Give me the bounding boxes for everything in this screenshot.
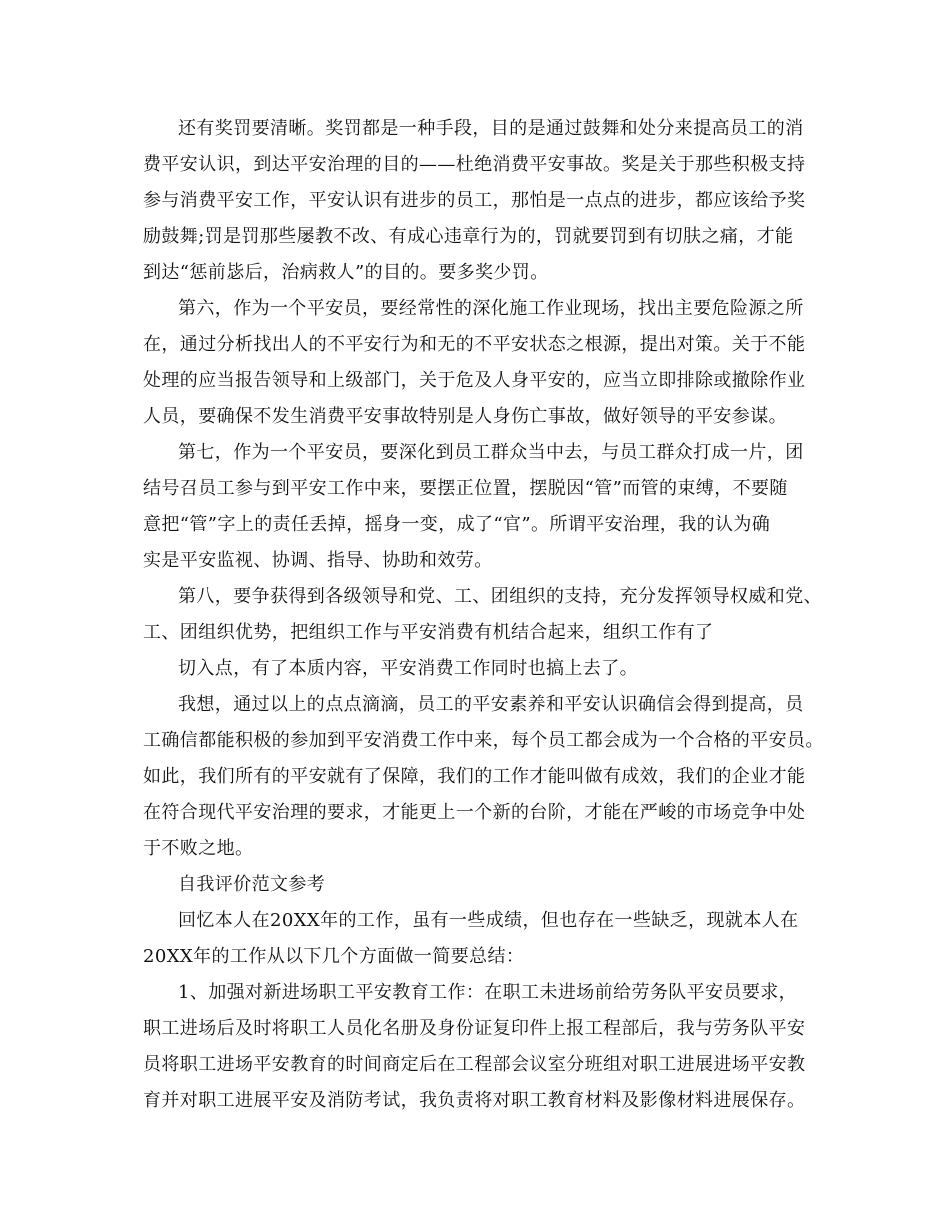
text-line: 20XX年的工作从以下几个方面做一简要总结： <box>143 946 525 967</box>
text-line: 在符合现代平安治理的要求，才能更上一个新的台阶，才能在严峻的市场竞争中处 <box>143 802 806 823</box>
text-line: 到达“惩前毖后，治病救人”的目的。要多奖少罚。 <box>143 262 549 283</box>
text-line: 人员，要确保不发生消费平安事故特别是人身伤亡事故，做好领导的平安参谋。 <box>143 406 787 427</box>
text-line: 员将职工进场平安教育的时间商定后在工程部会议室分班组对职工进展进场平安教 <box>143 1054 806 1075</box>
text-line: 费平安认识，到达平安治理的目的——杜绝消费平安事故。奖是关于那些积极支持 <box>143 154 806 175</box>
text-line: 于不败之地。 <box>143 838 254 859</box>
text-line: 育并对职工进展平安及消防考试，我负责将对职工教育材料及影像材料进展保存。 <box>143 1090 806 1111</box>
text-line: 如此，我们所有的平安就有了保障，我们的工作才能叫做有成效，我们的企业才能 <box>143 766 806 787</box>
text-line: 1、加强对新进场职工平安教育工作：在职工未进场前给劳务队平安员要求， <box>178 982 798 1003</box>
text-line: 在，通过分析找出人的不平安行为和无的不平安状态之根源，提出对策。关于不能 <box>143 334 806 355</box>
text-line: 处理的应当报告领导和上级部门，关于危及人身平安的，应当立即排除或撤除作业 <box>143 370 806 391</box>
text-line: 励鼓舞;罚是罚那些屡教不改、有成心违章行为的，罚就要罚到有切肤之痛，才能 <box>143 226 794 247</box>
text-line: 第八，要争获得到各级领导和党、工、团组织的支持，充分发挥领导权威和党、 <box>178 586 822 607</box>
section-heading: 自我评价范文参考 <box>178 874 326 895</box>
text-line: 工确信都能积极的参加到平安消费工作中来，每个员工都会成为一个合格的平安员。 <box>143 730 824 751</box>
text-line: 回忆本人在20XX年的工作，虽有一些成绩，但也存在一些缺乏，现就本人在 <box>178 910 799 931</box>
text-line: 实是平安监视、协调、指导、协助和效劳。 <box>143 550 493 571</box>
text-line: 还有奖罚要清晰。奖罚都是一种手段，目的是通过鼓舞和处分来提高员工的消 <box>178 118 804 139</box>
text-line: 我想，通过以上的点点滴滴，员工的平安素养和平安认识确信会得到提高，员 <box>178 694 804 715</box>
text-line: 第七，作为一个平安员，要深化到员工群众当中去，与员工群众打成一片，团 <box>178 442 804 463</box>
text-line: 参与消费平安工作，平安认识有进步的员工，那怕是一点点的进步，都应该给予奖 <box>143 190 806 211</box>
text-line: 切入点，有了本质内容，平安消费工作同时也搞上去了。 <box>178 658 638 679</box>
text-line: 职工进场后及时将职工人员化名册及身份证复印件上报工程部后，我与劳务队平安 <box>143 1018 806 1039</box>
text-line: 结号召员工参与到平安工作中来，要摆正位置，摆脱因“管”而管的束缚，不要随 <box>143 478 788 499</box>
text-line: 意把“管”字上的责任丢掉，摇身一变，成了“官”。所谓平安治理，我的认为确 <box>143 514 771 535</box>
text-line: 工、团组织优势，把组织工作与平安消费有机结合起来，组织工作有了 <box>143 622 714 643</box>
text-line: 第六，作为一个平安员，要经常性的深化施工作业现场，找出主要危险源之所 <box>178 298 804 319</box>
